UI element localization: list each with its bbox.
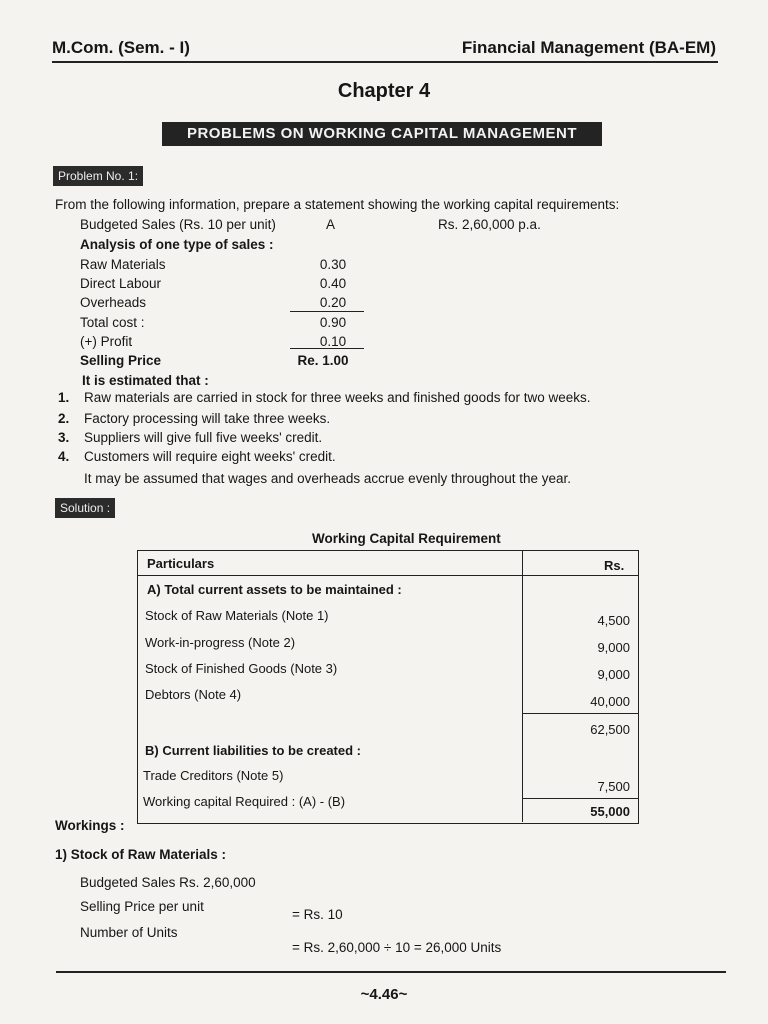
total-rule [290, 348, 364, 349]
workings-line-value: = Rs. 10 [292, 907, 343, 922]
sales-marker: A [326, 217, 336, 232]
table-row-label: Debtors (Note 4) [145, 687, 242, 702]
subtotal-rule [290, 311, 364, 312]
problem-tag: Problem No. 1: [53, 166, 143, 186]
table-row-amount: 9,000 [597, 667, 630, 682]
section-b-heading: B) Current liabilities to be created : [145, 743, 361, 758]
cost-row-label: Selling Price [80, 353, 162, 368]
cost-row-label: Raw Materials [80, 257, 166, 272]
assets-total-rule [522, 713, 639, 714]
assumption-item: 2. Factory processing will take three weeks. [58, 411, 331, 426]
col-amount: Rs. [604, 558, 625, 573]
wc-total-rule [522, 798, 639, 799]
assumption-item: 3. Suppliers will give full five weeks' credit. [58, 430, 323, 445]
estimated-heading: It is estimated that : [82, 373, 209, 388]
cost-row-value: 0.20 [319, 295, 347, 310]
workings-line-label: Selling Price per unit [80, 899, 204, 914]
workings-heading: Workings : [55, 818, 125, 833]
wc-label: Working capital Required : (A) - (B) [143, 794, 346, 809]
cost-row-label: Total cost : [80, 315, 145, 330]
table-title: Working Capital Requirement [312, 531, 501, 546]
course-label: M.Com. (Sem. - I) [52, 38, 190, 57]
problem-intro: From the following information, prepare a statement showing the working capital requirements: [55, 197, 620, 212]
assumption-item: 4. Customers will require eight weeks' credit. [58, 449, 336, 464]
table-row-label: Work-in-progress (Note 2) [145, 635, 296, 650]
table-row-amount: 9,000 [597, 640, 630, 655]
table-column-divider [522, 550, 523, 822]
section-a-heading: A) Total current assets to be maintained : [147, 582, 402, 597]
table-row-amount: 40,000 [590, 694, 630, 709]
wc-amount: 55,000 [590, 804, 630, 819]
cost-row-value: 0.40 [319, 276, 347, 291]
cost-row-value: Re. 1.00 [297, 353, 349, 368]
table-row-label: Trade Creditors (Note 5) [143, 768, 284, 783]
cost-row-label: (+) Profit [80, 334, 133, 349]
sales-value: Rs. 2,60,000 p.a. [438, 217, 541, 232]
sales-label: Budgeted Sales (Rs. 10 per unit) [80, 217, 276, 232]
workings-line: Budgeted Sales Rs. 2,60,000 [80, 875, 256, 890]
analysis-heading: Analysis of one type of sales : [80, 237, 274, 252]
workings-item-heading: 1) Stock of Raw Materials : [55, 847, 227, 862]
page-number: ~4.46~ [360, 986, 408, 1003]
table-row-amount: 4,500 [597, 613, 630, 628]
footer-divider [56, 971, 726, 973]
workings-line-label: Number of Units [80, 925, 178, 940]
table-header-divider [137, 575, 639, 576]
cost-row-value: 0.10 [319, 334, 347, 349]
assumption-item: 1. Raw materials are carried in stock for three weeks and finished goods for two weeks. [58, 390, 591, 405]
chapter-title: Chapter 4 [337, 80, 431, 102]
header-divider [52, 61, 718, 63]
assumption-note: It may be assumed that wages and overheads accrue evenly throughout the year. [84, 471, 572, 486]
table-row-label: Stock of Raw Materials (Note 1) [145, 608, 329, 623]
col-particulars: Particulars [147, 556, 215, 571]
solution-tag: Solution : [55, 498, 115, 518]
table-row-label: Stock of Finished Goods (Note 3) [145, 661, 338, 676]
table-row-amount: 7,500 [597, 779, 630, 794]
cost-row-value: 0.30 [319, 257, 347, 272]
section-banner: PROBLEMS ON WORKING CAPITAL MANAGEMENT [162, 122, 602, 146]
cost-row-label: Overheads [80, 295, 147, 310]
cost-row-label: Direct Labour [80, 276, 162, 291]
assets-total: 62,500 [590, 722, 630, 737]
workings-line-value: = Rs. 2,60,000 ÷ 10 = 26,000 Units [292, 940, 502, 955]
subject-label: Financial Management (BA-EM) [461, 38, 716, 57]
cost-row-value: 0.90 [319, 315, 347, 330]
